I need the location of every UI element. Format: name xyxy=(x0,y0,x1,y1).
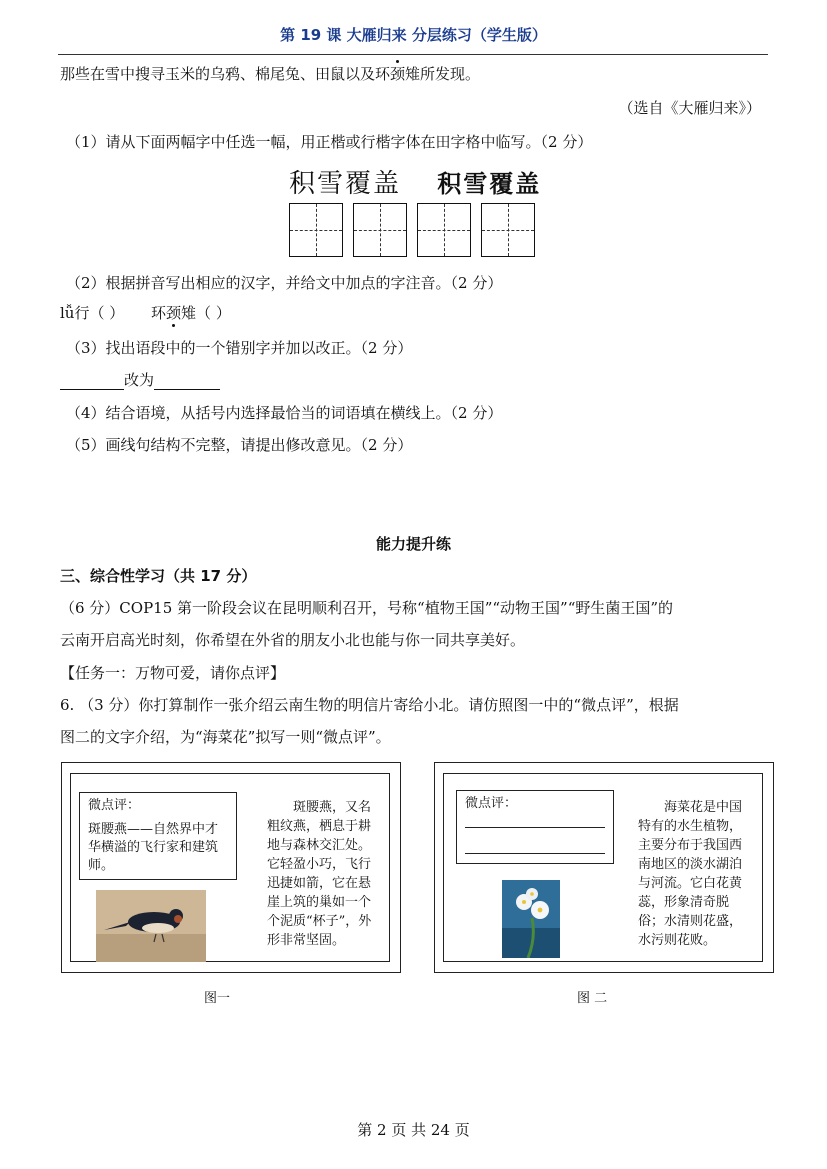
water-flower-photo xyxy=(502,880,560,958)
question-2: （2）根据拼音写出相应的汉字，并给文中加点的字注音。（2 分） xyxy=(66,274,503,292)
calligraphy-samples xyxy=(289,163,541,200)
question-6-line-2: 图二的文字介绍，为“海菜花”拟写一则“微点评”。 xyxy=(60,728,391,746)
question-6-line-1: 6. （3 分）你打算制作一张介绍云南生物的明信片寄给小北。请仿照图一中的“微点评”，根据 xyxy=(60,696,679,714)
passage-text-before: 那些在雪中搜寻玉米的乌鸦、棉尾兔、田鼠以及环 xyxy=(60,65,391,83)
question-3: （3）找出语段中的一个错别字并加以改正。（2 分） xyxy=(66,339,413,357)
figure-1-caption: 图一 xyxy=(204,991,231,1006)
intro-line-2: 云南开启高光时刻，你希望在外省的朋友小北也能与你一同共享美好。 xyxy=(60,631,526,649)
annotate-item: 环颈雉（ ） xyxy=(151,304,231,322)
tianzige-cell[interactable] xyxy=(481,203,535,257)
figure-1-comment: 斑腰燕——自然界中才华横溢的飞行家和建筑师。 xyxy=(88,822,219,873)
figure-1-frame xyxy=(61,762,401,973)
figure-2-caption: 图 二 xyxy=(577,991,608,1006)
answer-line[interactable] xyxy=(465,853,605,854)
header-divider xyxy=(58,54,768,55)
task-label: 【任务一：万物可爱，请你点评】 xyxy=(60,664,286,682)
tianzige-cell[interactable] xyxy=(417,203,471,257)
question-1: （1）请从下面两幅字中任选一幅，用正楷或行楷字体在田字格中临写。（2 分） xyxy=(66,133,593,151)
intro-line-1: （6 分）COP15 第一阶段会议在昆明顺利召开，号称“植物王国”“动物王国”“野生菌王国”的 xyxy=(60,599,674,617)
answer-blank[interactable] xyxy=(154,373,220,390)
figure-1-comment-box xyxy=(79,792,237,880)
swallow-photo xyxy=(96,890,206,962)
question-2-items xyxy=(60,302,231,323)
passage-line xyxy=(60,63,480,84)
passage-source: （选自《大雁归来》） xyxy=(618,99,761,117)
page-header-title: 第 19 课 大雁归来 分层练习（学生版） xyxy=(280,26,547,44)
passage-text-after: 雉所发现。 xyxy=(405,65,481,83)
calligraphy-regular: 积雪覆盖 xyxy=(289,169,402,199)
question-3-answer xyxy=(60,369,220,390)
answer-line[interactable] xyxy=(465,827,605,828)
pinyin-item: lǚ行（ ） xyxy=(60,304,125,322)
comment-label: 微点评： xyxy=(465,796,518,811)
dotted-char: 颈 xyxy=(390,65,406,83)
figure-2-inner-frame xyxy=(443,773,763,962)
tianzige-cell[interactable] xyxy=(353,203,407,257)
figure-1-description: 斑腰燕，又名粗纹燕，栖息于耕地与森林交汇处。它轻盈小巧，飞行迅捷如箭，它在悬崖上筑的巢如一个个泥质“杯子”，外形非常坚固。 xyxy=(267,800,372,948)
section-heading: 三、综合性学习（共 17 分） xyxy=(60,567,257,585)
question-4: （4）结合语境，从括号内选择最恰当的词语填在横线上。（2 分） xyxy=(66,404,503,422)
answer-blank[interactable] xyxy=(60,373,124,390)
page-number: 第 2 页 共 24 页 xyxy=(357,1121,470,1139)
figure-2-comment-box xyxy=(456,790,614,864)
figure-1-inner-frame xyxy=(70,773,390,962)
figure-2-frame xyxy=(434,762,774,973)
figure-2-description: 海菜花是中国特有的水生植物，主要分布于我国西南地区的淡水湖泊与河流。它白花黄蕊，形象清奇脱俗；水清则花盛，水污则花败。 xyxy=(638,800,743,948)
comment-label: 微点评： xyxy=(88,798,141,813)
section-title: 能力提升练 xyxy=(375,535,451,553)
change-to-label: 改为 xyxy=(124,371,155,389)
question-5: （5）画线句结构不完整，请提出修改意见。（2 分） xyxy=(66,436,413,454)
tianzige-cell[interactable] xyxy=(289,203,343,257)
dotted-char: 颈 xyxy=(166,304,182,322)
calligraphy-running: 积雪覆盖 xyxy=(437,170,542,198)
